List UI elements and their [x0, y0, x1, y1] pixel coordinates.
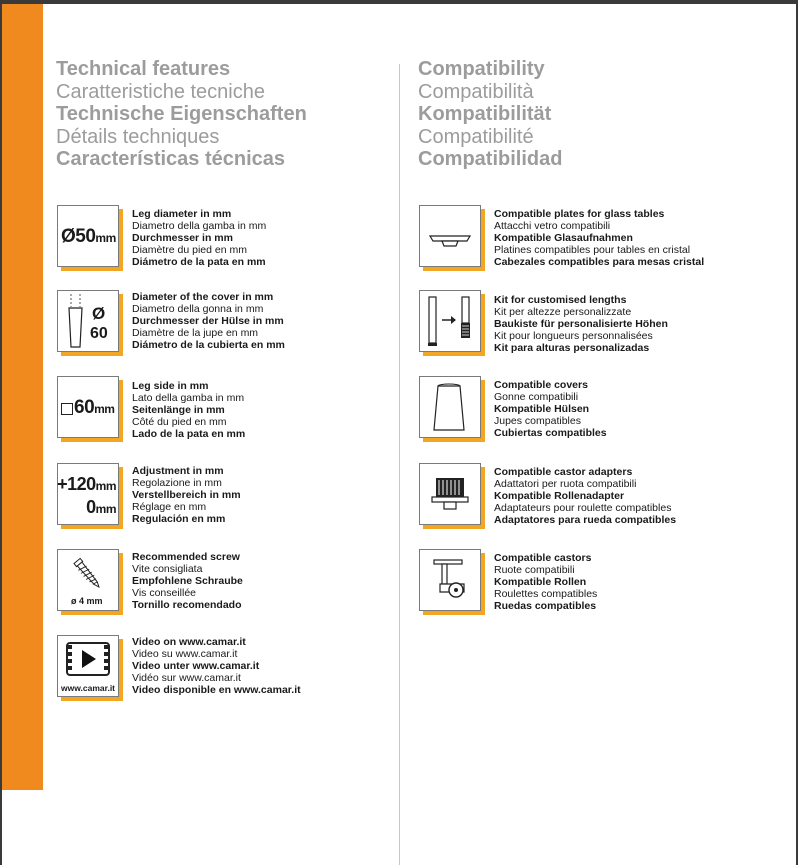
glass-plate-icon [419, 205, 481, 267]
leg-side-icon [57, 376, 119, 438]
desc-line-en: Compatible plates for glass tables [494, 208, 665, 220]
heading-line-es: Características técnicas [56, 148, 286, 171]
desc-line-it: Lato della gamba in mm [132, 392, 245, 405]
desc-line-es: Ruedas compatibles [494, 600, 597, 613]
icon-unit: mm [95, 231, 116, 245]
desc-line-fr: Diamètre de la jupe en mm [132, 327, 259, 340]
desc-line-de: Kompatible Glasaufnahmen [494, 232, 633, 245]
desc-line-it: Kit per altezze personalizzate [494, 306, 632, 319]
desc-line-fr: Kit pour longueurs personnalisées [494, 330, 653, 343]
desc-line-en: Diameter of the cover in mm [132, 291, 274, 303]
screw-text [132, 551, 243, 611]
heading-line-en: Compatibility [418, 58, 545, 80]
desc-line-es: Tornillo recomendado [132, 599, 242, 612]
icon-value: 60 [74, 397, 95, 418]
castor-adapter-text [494, 466, 676, 526]
desc-line-fr: Réglage en mm [132, 501, 207, 514]
column-divider [399, 64, 400, 865]
square-icon [61, 403, 73, 415]
desc-line-de: Verstellbereich in mm [132, 489, 241, 502]
desc-line-es: Cabezales compatibles para mesas cristal [494, 256, 705, 269]
castor-text [494, 552, 597, 612]
desc-line-en: Leg diameter in mm [132, 208, 232, 220]
desc-line-fr: Vis conseillée [132, 587, 197, 600]
icon-unit: mm [94, 402, 115, 416]
cover-icon [419, 376, 481, 438]
desc-line-de: Seitenlänge in mm [132, 404, 225, 417]
orange-side-bar [2, 4, 43, 790]
desc-line-fr: Platines compatibles pour tables en cristal [494, 244, 691, 257]
compatibility-heading [418, 58, 562, 171]
heading-line-it: Compatibilità [418, 80, 534, 103]
desc-line-it: Vite consigliata [132, 563, 203, 576]
heading-line-es: Compatibilidad [418, 148, 563, 171]
desc-line-fr[interactable]: Vidéo sur www.camar.it [132, 672, 241, 685]
castor-drawing [420, 550, 480, 610]
icon-value: Ø50 [61, 226, 96, 247]
desc-line-es: Kit para alturas personalizadas [494, 342, 650, 355]
desc-line-es: Cubiertas compatibles [494, 427, 607, 440]
desc-line-it: Diametro della gamba in mm [132, 220, 267, 233]
leg-diameter-text [132, 208, 266, 268]
heading-line-fr: Détails techniques [56, 125, 220, 148]
desc-line-en: Compatible castors [494, 552, 592, 564]
desc-line-en: Recommended screw [132, 551, 240, 563]
desc-line-en: Adjustment in mm [132, 465, 224, 477]
desc-line-it: Attacchi vetro compatibili [494, 220, 611, 233]
castor-adapter-icon [419, 463, 481, 525]
desc-line-de: Kompatible Rollenadapter [494, 490, 625, 503]
kit-drawing [420, 291, 480, 351]
desc-line-es[interactable]: Video disponible en www.camar.it [132, 684, 301, 697]
desc-line-it: Diametro della gonna in mm [132, 303, 264, 316]
page-top-border [0, 0, 798, 4]
heading-line-en: Technical features [56, 58, 231, 80]
cover-text [494, 379, 607, 439]
leg-diameter-icon [57, 205, 119, 267]
cover-sleeve-icon [58, 291, 118, 351]
icon-symbol: Ø [92, 304, 106, 323]
desc-line-de: Baukiste für personalisierte Höhen [494, 318, 668, 331]
custom-length-kit-icon [419, 290, 481, 352]
icon-value: ø 4 mm [71, 596, 103, 606]
cover-diameter-icon [57, 290, 119, 352]
adjustment-icon [57, 463, 119, 525]
desc-line-es: Adaptatores para rueda compatibles [494, 514, 677, 527]
desc-line-fr: Côté du pied en mm [132, 416, 227, 429]
desc-line-en: Leg side in mm [132, 380, 209, 392]
castor-icon [419, 549, 481, 611]
desc-line-de: Durchmesser in mm [132, 232, 233, 245]
desc-line-fr: Roulettes compatibles [494, 588, 598, 601]
icon-url: www.camar.it [61, 683, 116, 693]
video-icon[interactable] [57, 635, 119, 697]
glass-plate-text [494, 208, 704, 268]
heading-line-it: Caratteristiche tecniche [56, 80, 265, 103]
icon-unit: mm [95, 502, 116, 516]
desc-line-it: Ruote compatibili [494, 564, 575, 577]
technical-features-heading [56, 58, 307, 171]
desc-line-es: Diámetro de la pata en mm [132, 256, 266, 269]
desc-line-it[interactable]: Video su www.camar.it [132, 648, 238, 661]
desc-line-es: Diámetro de la cubierta en mm [132, 339, 285, 352]
video-text [132, 636, 301, 696]
icon-value-min: 0 [86, 497, 96, 517]
desc-line-fr: Diamètre du pied en mm [132, 244, 247, 257]
desc-line-es: Regulación en mm [132, 513, 226, 526]
glass-plate-drawing [420, 206, 480, 266]
custom-length-kit-text [494, 294, 668, 354]
cover-drawing [420, 377, 480, 437]
cover-diameter-text [132, 291, 285, 351]
desc-line-it: Regolazione in mm [132, 477, 222, 490]
desc-line-fr: Jupes compatibles [494, 415, 581, 428]
icon-unit: mm [95, 479, 116, 493]
desc-line-en: Kit for customised lengths [494, 294, 627, 306]
leg-side-text [132, 380, 245, 440]
desc-line-en: Compatible covers [494, 379, 588, 391]
icon-value: 60 [90, 325, 108, 342]
desc-line-it: Gonne compatibili [494, 391, 579, 404]
desc-line-de: Kompatible Hülsen [494, 403, 590, 416]
desc-line-en[interactable]: Video on www.camar.it [132, 636, 246, 648]
desc-line-de: Empfohlene Schraube [132, 575, 243, 588]
screw-icon [57, 549, 119, 611]
desc-line-fr: Adaptateurs pour roulette compatibles [494, 502, 672, 515]
desc-line-es: Lado de la pata en mm [132, 428, 246, 441]
icon-value: +120 [57, 474, 96, 494]
desc-line-it: Adattatori per ruota compatibili [494, 478, 637, 491]
desc-line-en: Compatible castor adapters [494, 466, 633, 478]
adjustment-text [132, 465, 241, 525]
castor-adapter-drawing [420, 464, 480, 524]
desc-line-de: Kompatible Rollen [494, 576, 587, 589]
heading-line-de: Technische Eigenschaften [56, 103, 307, 126]
heading-line-de: Kompatibilität [418, 103, 552, 126]
heading-line-fr: Compatibilité [418, 125, 534, 148]
desc-line-de: Durchmesser der Hülse in mm [132, 315, 284, 328]
desc-line-de[interactable]: Video unter www.camar.it [132, 660, 260, 673]
